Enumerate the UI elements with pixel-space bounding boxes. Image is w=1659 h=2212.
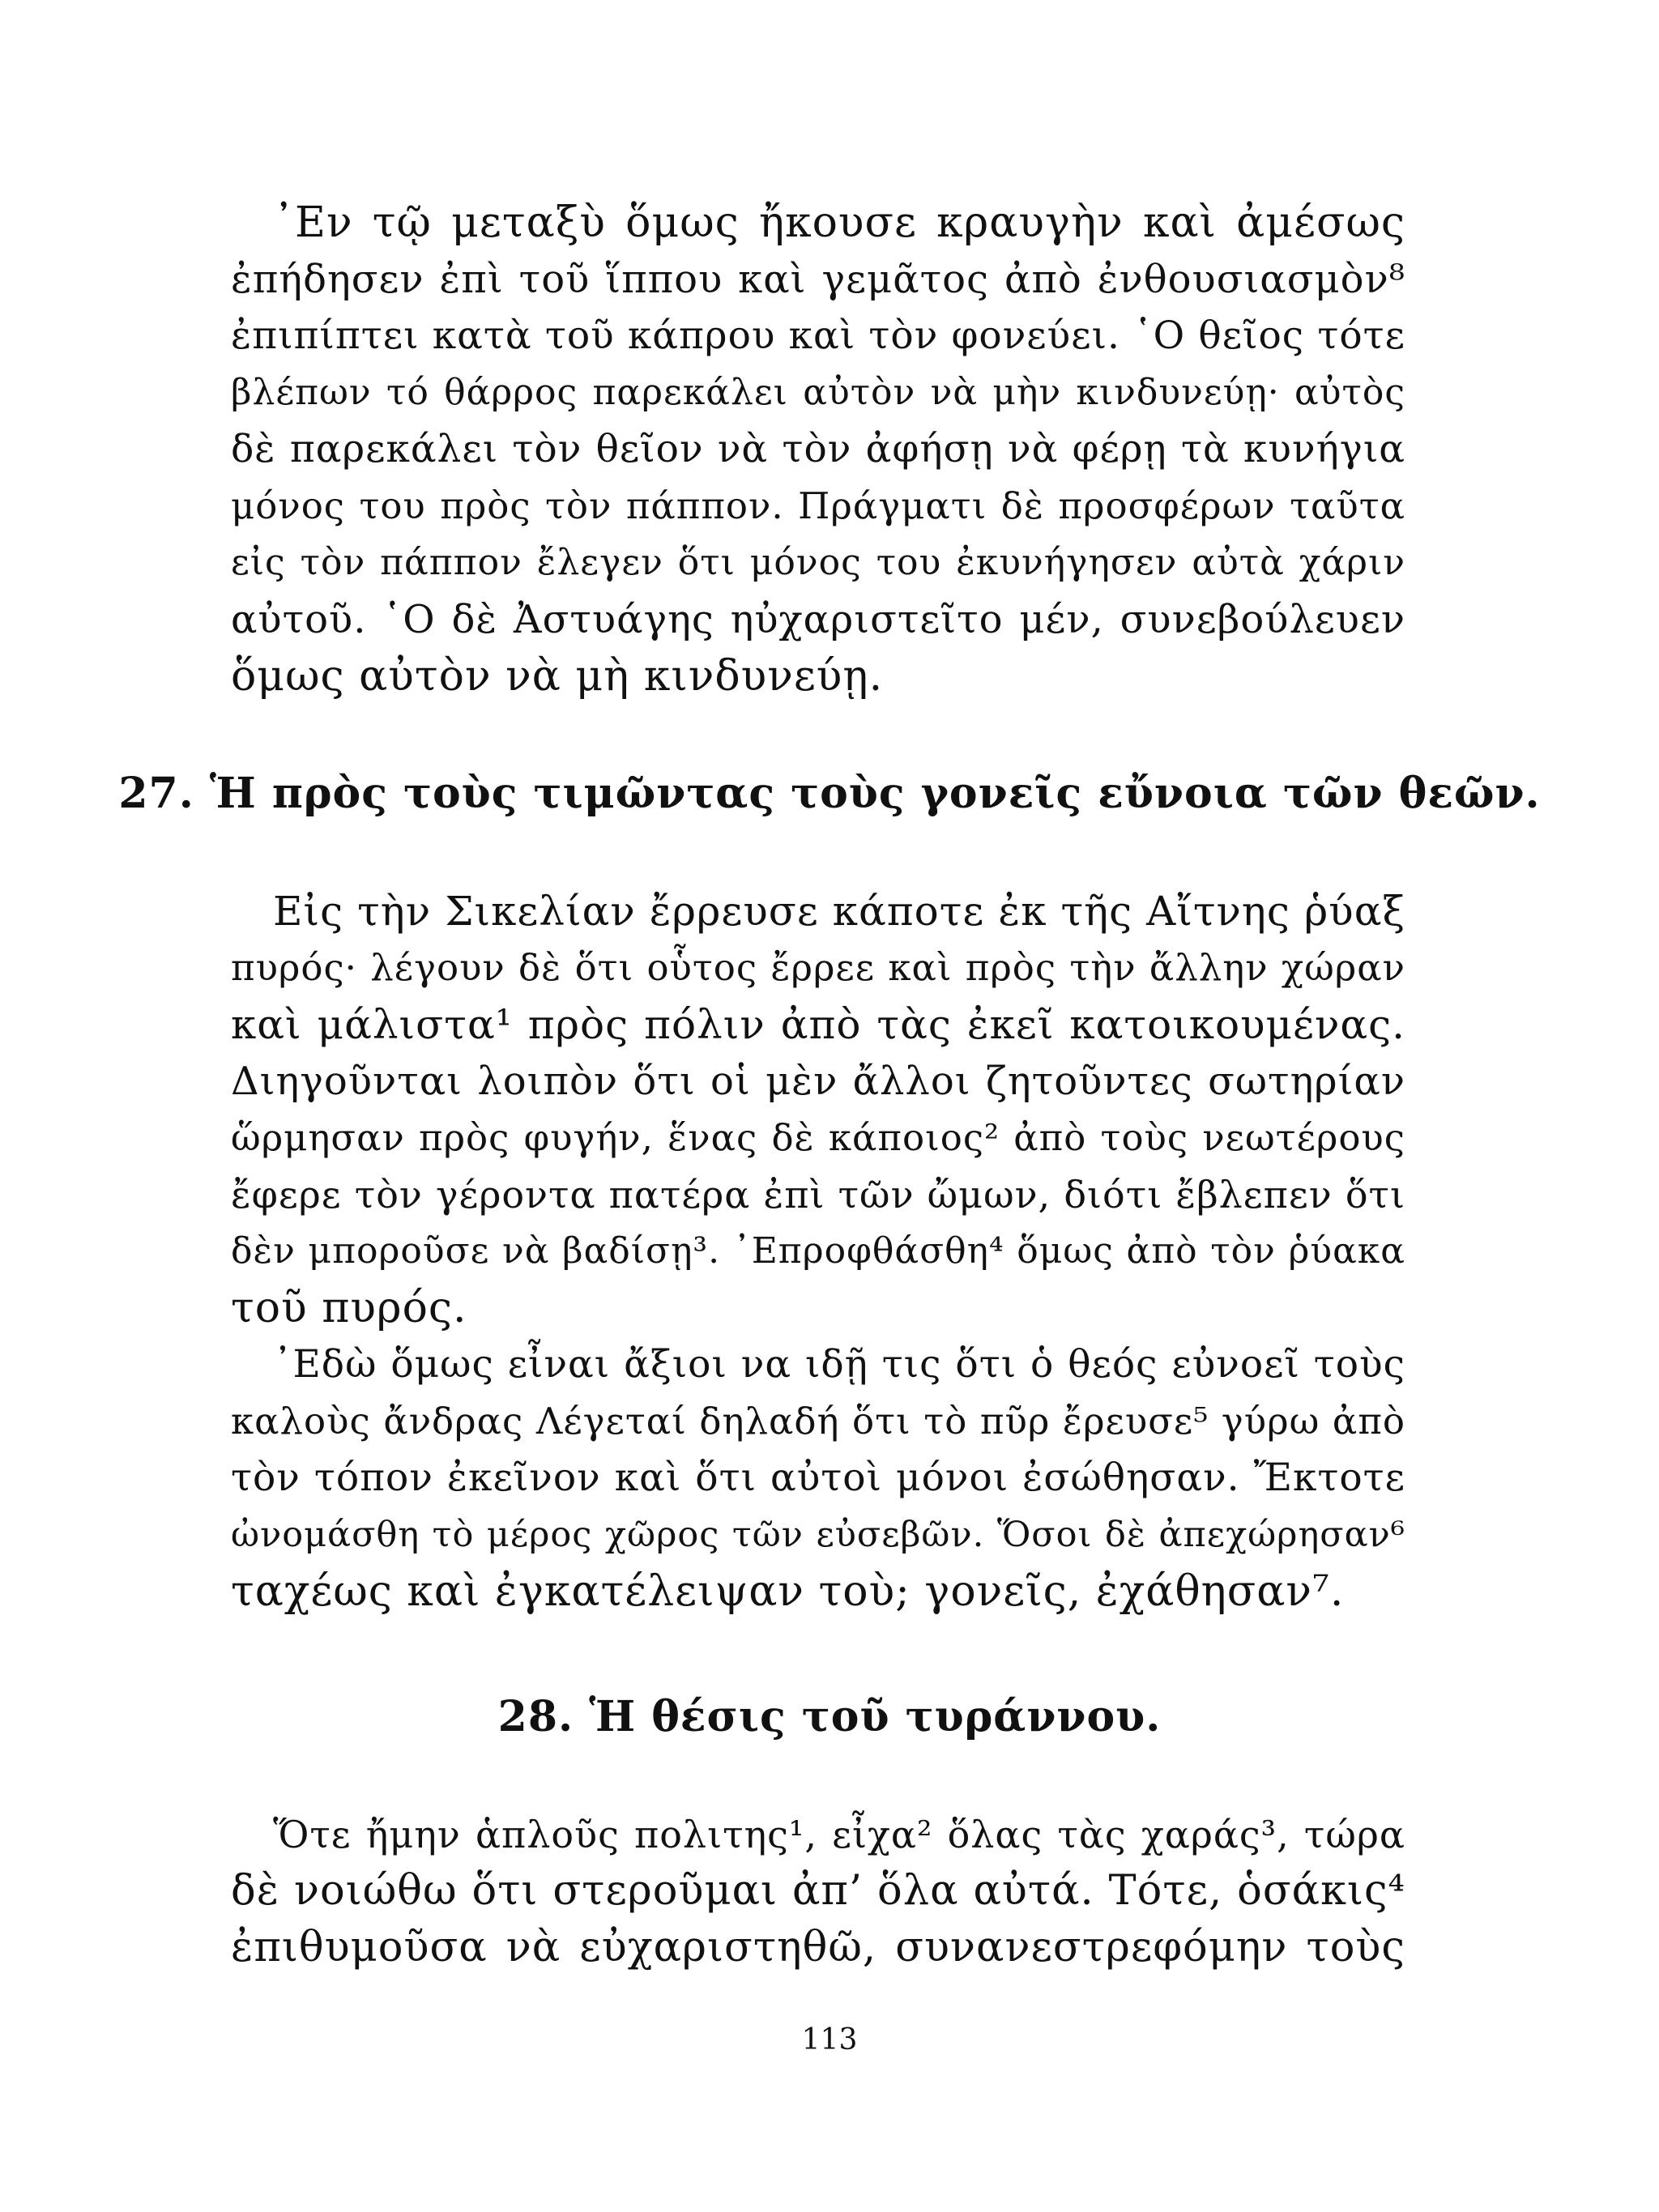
text-line: Εἰς τὴν Σικελίαν ἔρρευσε κάποτε ἐκ τῆς Αἴτνης ῥύαξ bbox=[273, 888, 1405, 935]
text-line: τοῦ πυρός. bbox=[231, 1284, 467, 1332]
text-line: δὲν μποροῦσε νὰ βαδίσῃ³. ᾿Επροφθάσθη⁴ ὅμως ἀπὸ τὸν ῥύακα bbox=[231, 1230, 1405, 1272]
text-line: Ὅτε ἤμην ἁπλοῦς πολιτης¹, εἶχα² ὅλας τὰς χαράς³, τώρα bbox=[273, 1813, 1405, 1856]
text-line: ὥρμησαν πρὸς φυγήν, ἕνας δὲ κάποιος² ἀπὸ τοὺς νεωτέρους bbox=[231, 1116, 1405, 1159]
text-line: ὅμως αὐτὸν νὰ μὴ κινδυνεύῃ. bbox=[231, 652, 884, 701]
text-line: ἐπιπίπτει κατὰ τοῦ κάπρου καὶ τὸν φονεύει. ῾Ο θεῖος τότε bbox=[231, 313, 1405, 358]
text-line: ἐπήδησεν ἐπὶ τοῦ ἵππου καὶ γεμᾶτος ἀπὸ ἐνθουσιασμὸν⁸ bbox=[231, 257, 1405, 302]
text-line: αὐτοῦ. ῾Ο δὲ Ἀστυάγης ηὐχαριστεῖτο μέν, συνεβούλευεν bbox=[231, 597, 1405, 642]
page-number: 113 bbox=[801, 2023, 858, 2056]
section-28-body bbox=[231, 1806, 1405, 1976]
text-line: ᾿Εν τῷ μεταξὺ ὅμως ἤκουσε κραυγὴν καὶ ἀμέσως bbox=[273, 198, 1405, 247]
text-line: καὶ μάλιστα¹ πρὸς πόλιν ἀπὸ τὰς ἐκεῖ κατοικουμένας. bbox=[231, 1001, 1405, 1048]
text-line: ὠνομάσθη τὸ μέρος χῶρος τῶν εὐσεβῶν. Ὅσοι δὲ ἀπεχώρησαν⁶ bbox=[231, 1515, 1405, 1555]
text-line: Διηγοῦνται λοιπὸν ὅτι οἱ μὲν ἄλλοι ζητοῦντες σωτηρίαν bbox=[231, 1059, 1405, 1104]
text-line: ταχέως καὶ ἐγκατέλειψαν τοὺ; γονεῖς, ἐχάθησαν⁷. bbox=[231, 1567, 1345, 1616]
text-line: ἔφερε τὸν γέροντα πατέρα ἐπὶ τῶν ὤμων, διότι ἔβλεπεν ὅτι bbox=[231, 1173, 1405, 1217]
text-line: ᾿Εδὼ ὅμως εἶναι ἄξιοι να ιδῇ τις ὅτι ὁ θεός εὐνοεῖ τοὺς bbox=[273, 1342, 1405, 1387]
section-27-heading: 27. Ἡ πρὸς τοὺς τιμῶντας τοὺς γονεῖς εὔνοια τῶν θεῶν. bbox=[118, 769, 1541, 818]
text-line: ἐπιθυμοῦσα νὰ εὐχαριστηθῶ, συνανεστρεφόμην τοὺς bbox=[231, 1924, 1405, 1971]
text-line: μόνος του πρὸς τὸν πάππον. Πράγματι δὲ προσφέρων ταῦτα bbox=[231, 484, 1405, 527]
section-27-body bbox=[231, 883, 1405, 1620]
text-line: εἰς τὸν πάππον ἔλεγεν ὅτι μόνος του ἐκυνήγησεν αὐτὰ χάριν bbox=[231, 542, 1405, 583]
text-line: δὲ παρεκάλει τὸν θεῖον νὰ τὸν ἀφήσῃ νὰ φέρῃ τὰ κυνήγια bbox=[231, 427, 1405, 471]
text-line: πυρός· λέγουν δὲ ὅτι οὗτος ἔρρεε καὶ πρὸς τὴν ἄλλην χώραν bbox=[231, 946, 1405, 989]
text-line: καλοὺς ἄνδρας Λέγεταί δηλαδή ὅτι τὸ πῦρ ἔρευσε⁵ γύρω ἀπὸ bbox=[231, 1400, 1405, 1443]
text-line: δὲ νοιώθω ὅτι στεροῦμαι ἀπ’ ὅλα αὐτά. Τότε, ὁσάκις⁴ bbox=[231, 1867, 1405, 1915]
text-line: τὸν τόπον ἐκεῖνον καὶ ὅτι αὐτοὶ μόνοι ἐσώθησαν. Ἔκτοτε bbox=[231, 1455, 1405, 1500]
text-line: βλέπων τό θάρρος παρεκάλει αὐτὸν νὰ μὴν κινδυνεύῃ· αὐτὸς bbox=[231, 372, 1405, 413]
section-28-heading: 28. Ἡ θέσις τοῦ τυράννου. bbox=[497, 1692, 1162, 1741]
section-26-tail-paragraph bbox=[231, 194, 1405, 705]
